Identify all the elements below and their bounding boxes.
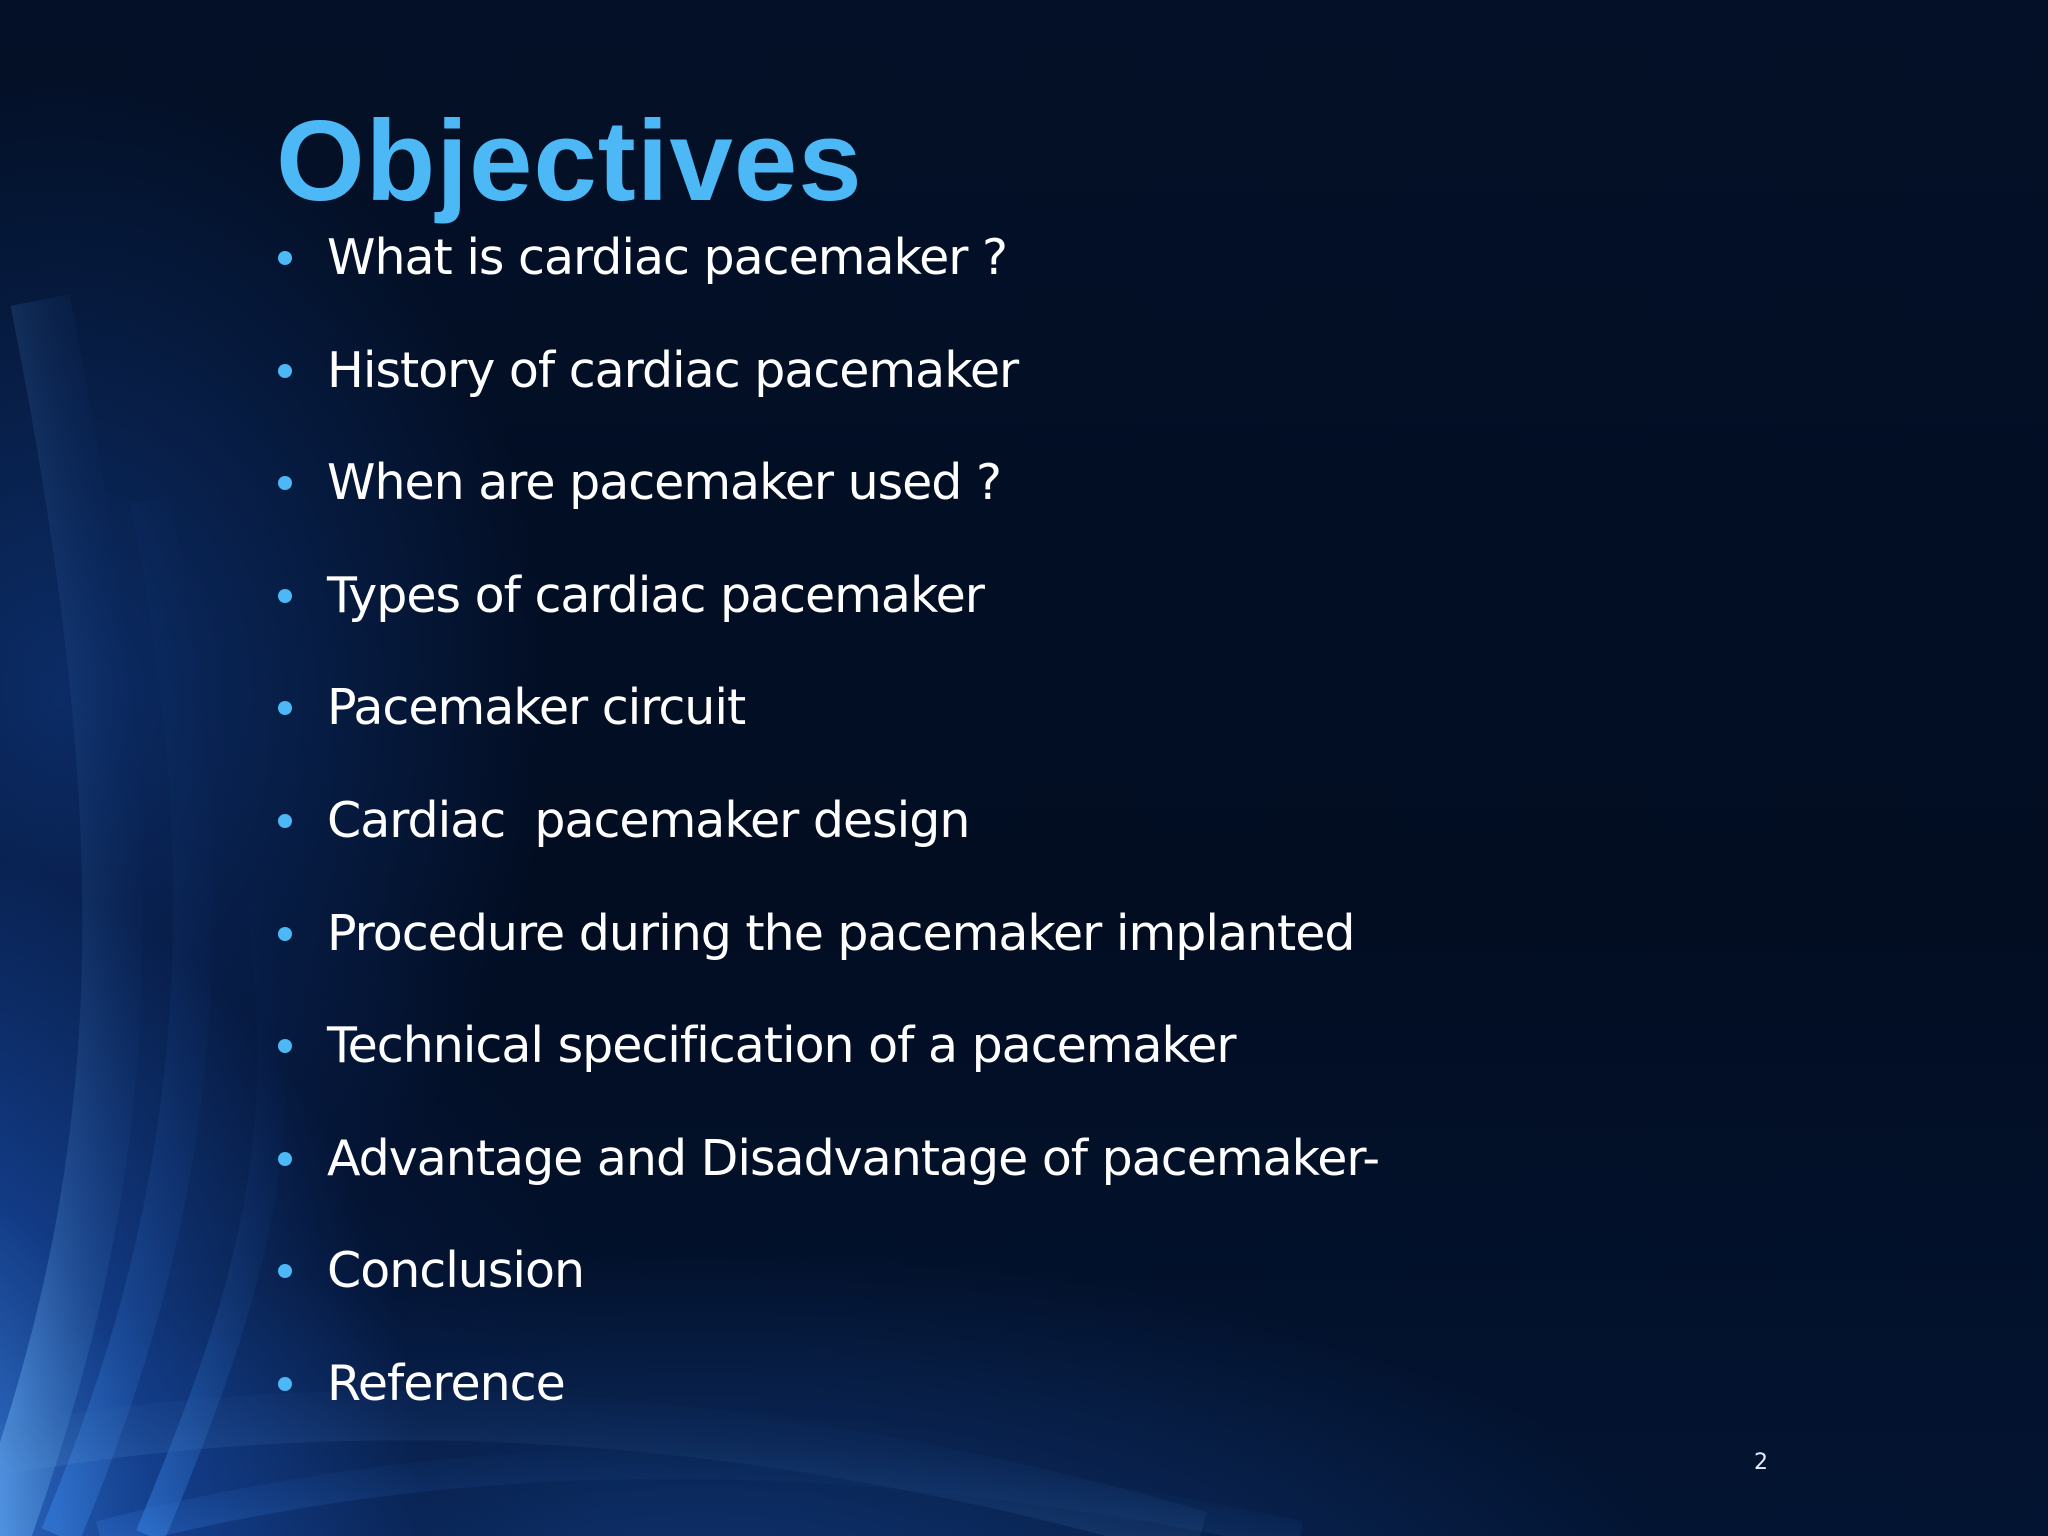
list-item [276, 898, 1379, 1011]
bullet-icon [278, 1039, 292, 1053]
list-item [276, 1010, 1379, 1123]
bullet-text: Types of cardiac pacemaker [327, 566, 984, 624]
bullet-text: Advantage and Disadvantage of pacemaker- [327, 1129, 1380, 1187]
bullet-text: Cardiac pacemaker design [327, 791, 970, 849]
list-item [276, 447, 1379, 560]
bullet-text: Reference [327, 1354, 565, 1412]
bullet-icon [278, 364, 292, 378]
bullet-icon [278, 1264, 292, 1278]
bullet-text: Technical specification of a pacemaker [327, 1017, 1236, 1075]
list-item [276, 1123, 1379, 1236]
bullet-text: Conclusion [327, 1242, 585, 1300]
slide-title: Objectives [276, 98, 863, 225]
bullet-icon [278, 1377, 292, 1391]
page-number: 2 [1754, 1450, 1768, 1475]
bullet-icon [278, 1152, 292, 1166]
list-item [276, 672, 1379, 785]
bullet-text: When are pacemaker used ? [327, 454, 1001, 512]
bullet-icon [278, 927, 292, 941]
bullet-icon [278, 701, 292, 715]
bullet-text: Procedure during the pacemaker implanted [327, 904, 1355, 962]
objectives-list [276, 222, 1379, 1461]
list-item [276, 1348, 1379, 1461]
bullet-text: Pacemaker circuit [327, 679, 746, 737]
bullet-text: History of cardiac pacemaker [327, 341, 1019, 399]
list-item [276, 222, 1379, 335]
list-item [276, 335, 1379, 448]
bullet-icon [278, 476, 292, 490]
bullet-icon [278, 814, 292, 828]
list-item [276, 785, 1379, 898]
list-item [276, 560, 1379, 673]
bullet-icon [278, 589, 292, 603]
bullet-icon [278, 251, 292, 265]
bullet-text: What is cardiac pacemaker ? [327, 229, 1008, 286]
list-item [276, 1235, 1379, 1348]
